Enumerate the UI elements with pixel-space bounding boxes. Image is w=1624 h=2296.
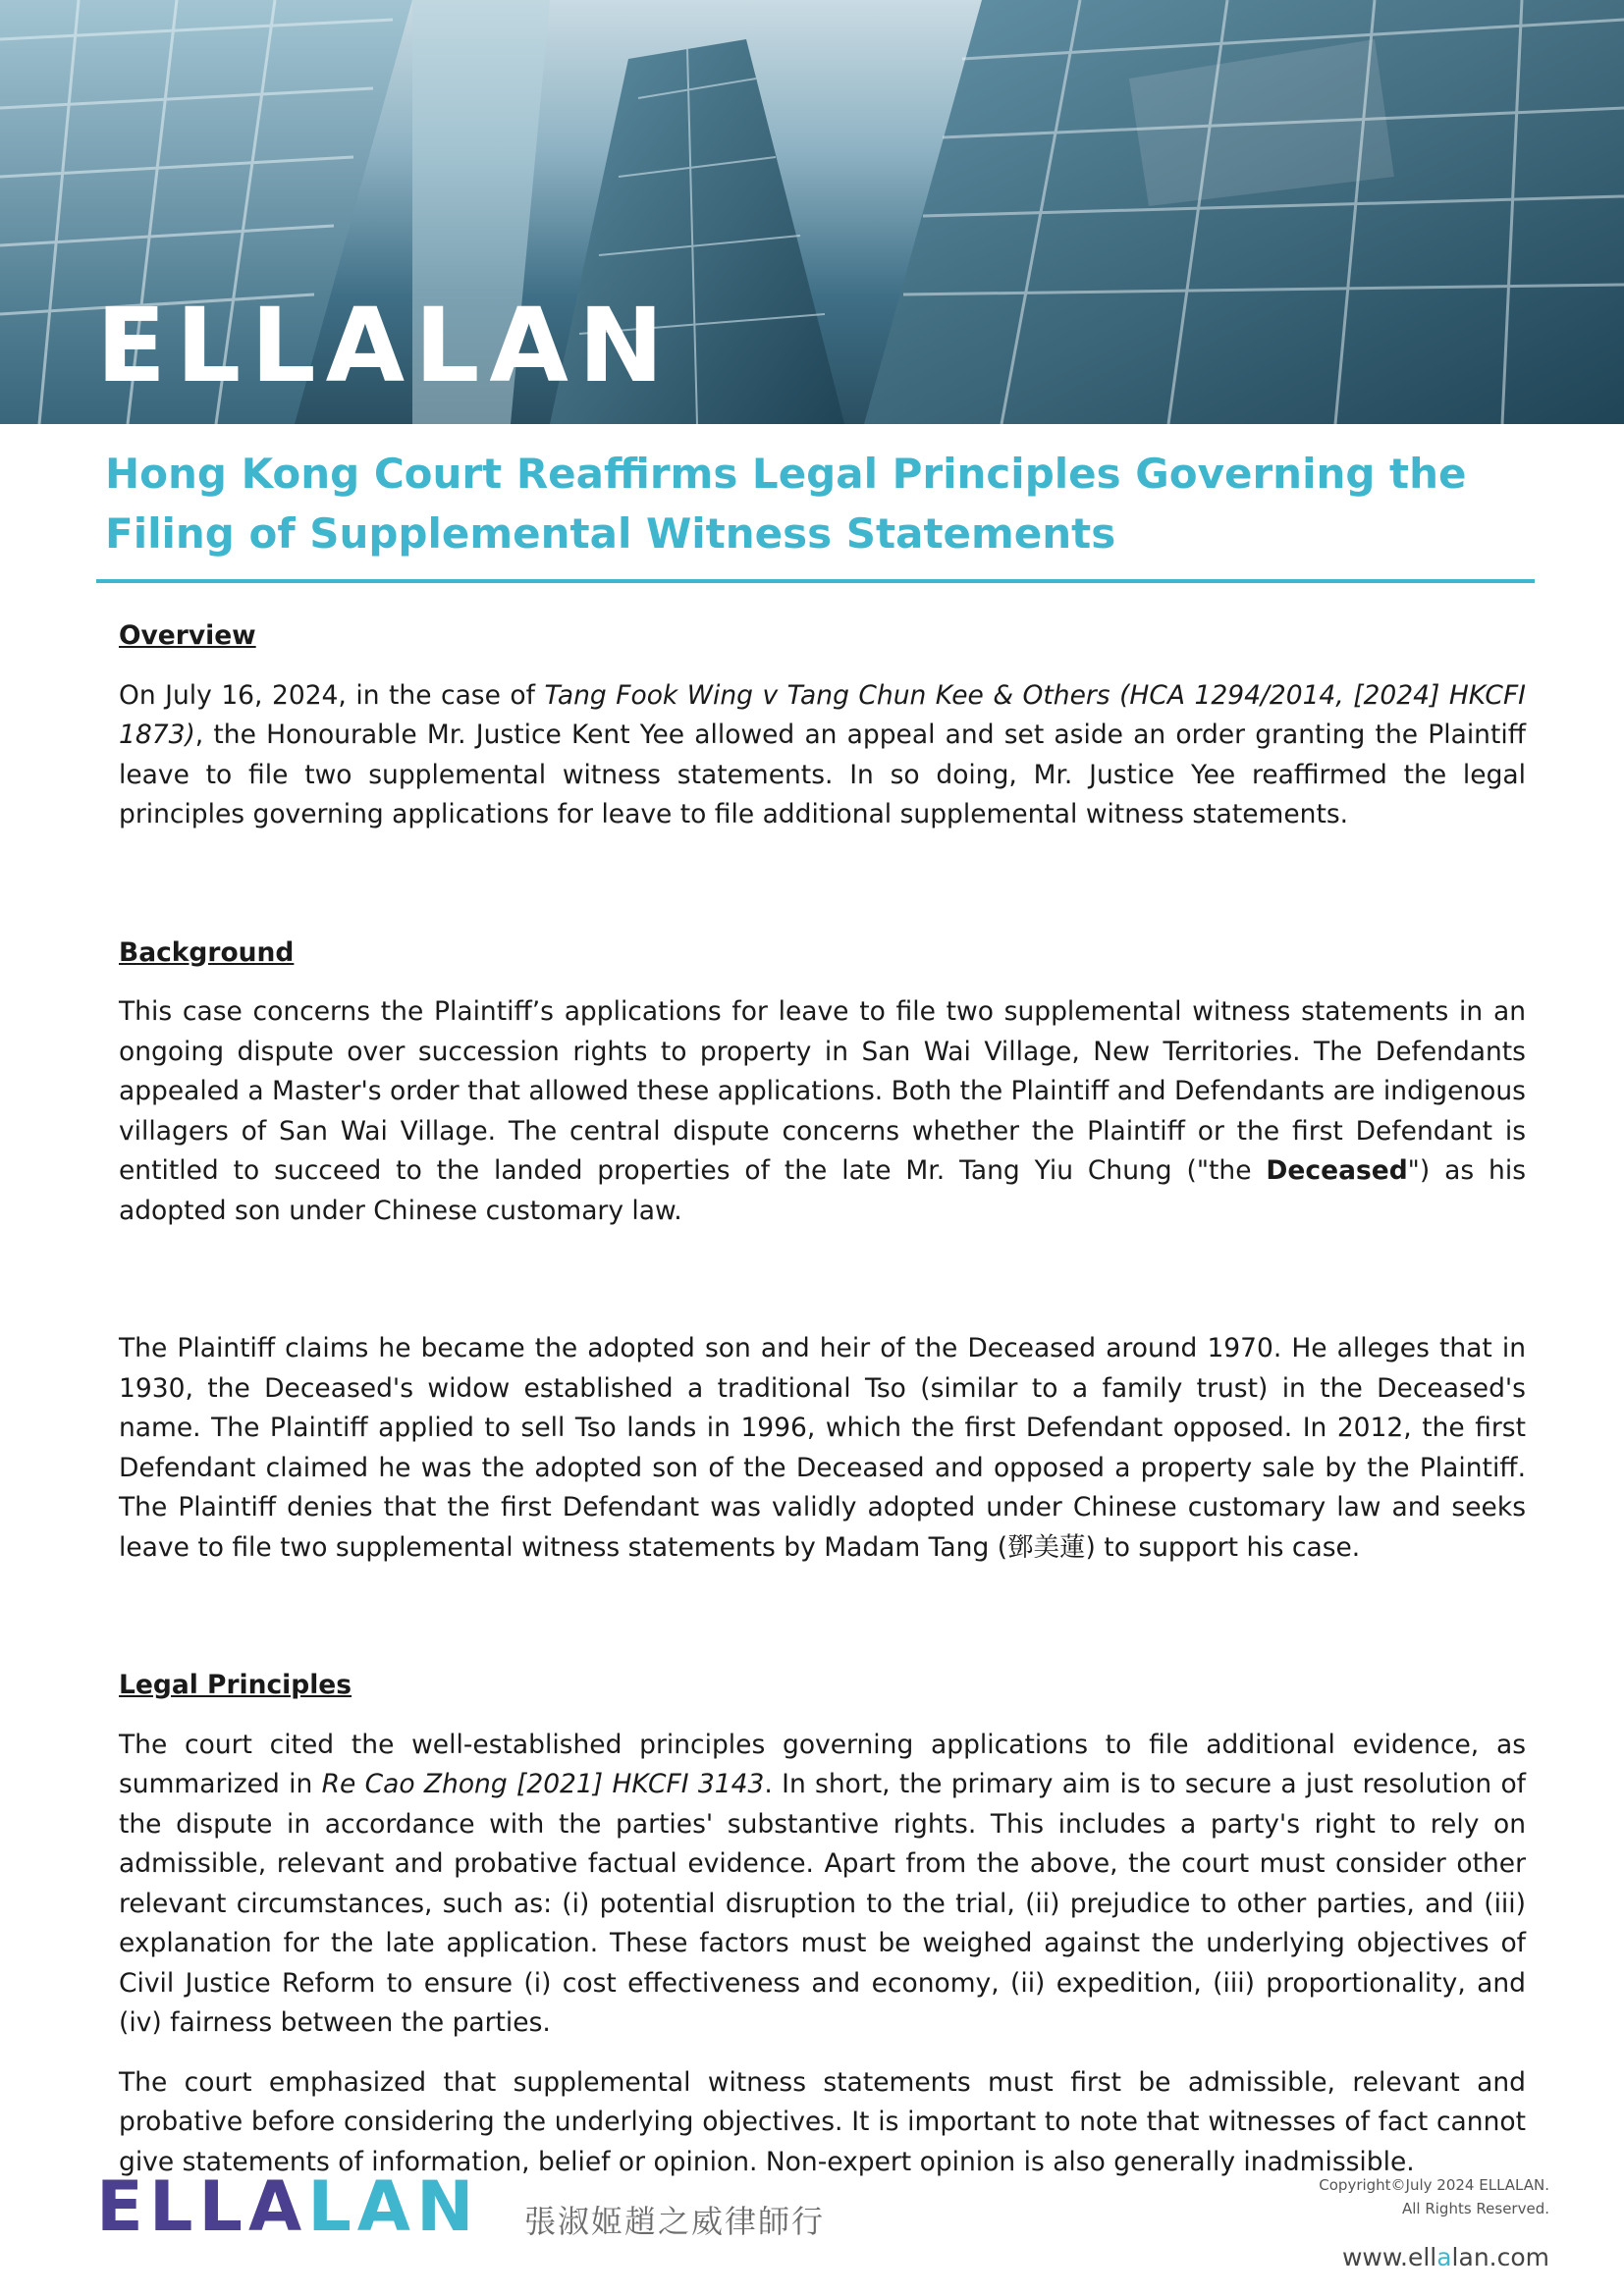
overview-text-a: On July 16, 2024, in the case of [119, 679, 545, 711]
background-text-a: This case concerns the Plaintiff’s applications for leave to file two supplemental witness statements in an ongoing dispute over succession rights to property in San Wai Village, New Territories. The Defendants appealed a Master's order that allowed these applications. Both the Plaintiff and Defendants are indigenous villagers of San Wai Village. The central dispute concerns whether the Plaintiff or the first Defendant is entitled to succeed to the landed properties of the late Mr. Tang Yiu Chung ("the [119, 996, 1526, 1186]
background-paragraph-2: The Plaintiff claims he became the adopted son and heir of the Deceased around 1970. He alleges that in 1930, the Deceased's widow established a traditional Tso (similar to a family trust) in the Deceased's name. The Plaintiff applied to sell Tso lands in 1996, which the first Defendant opposed. In 2012, the first Defendant claimed he was the adopted son of the Deceased and opposed a property sale by the Plaintiff. The Plaintiff denies that the first Defendant was validly adopted under Chinese customary law and seeks leave to file two supplemental witness statements by Madam Tang (鄧美蓮) to support his case. [119, 1333, 1526, 1563]
legal-principles-heading: Legal Principles [119, 1670, 352, 1700]
website-part-b: lan.com [1451, 2243, 1549, 2271]
background-heading: Background [119, 936, 295, 968]
footer-logo-part2: LAN [307, 2166, 480, 2247]
page-title: Hong Kong Court Reaffirms Legal Principles Governing the Filing of Supplemental Witness Statements [105, 450, 1467, 558]
copyright-notice [1319, 2173, 1549, 2220]
overview-case-citation: Tang Fook Wing v Tang Chun Kee & Others (HCA 1294/2014, [2024] HKCFI 1873) [119, 679, 1526, 750]
legal-paragraph-1 [119, 1726, 1526, 2044]
article-body [119, 616, 1526, 2182]
banner-logo: ELLALAN [96, 286, 674, 405]
background-paragraph-1 [119, 992, 1526, 1231]
legal-case-citation: Re Cao Zhong [2021] HKCFI 3143 [321, 1769, 765, 1799]
legal-text-a: The court cited the well-established principles governing applications to file additional evidence, as summarized in [119, 1729, 1526, 1799]
website-link[interactable] [1342, 2243, 1549, 2271]
footer-logo-part1: ELLA [96, 2166, 308, 2247]
copyright-line-2: All Rights Reserved. [1401, 2200, 1549, 2217]
overview-paragraph [119, 676, 1526, 835]
overview-text-b: , the Honourable Mr. Justice Kent Yee allowed an appeal and set aside an order granting the Plaintiff leave to file two supplemental witness statements. In so doing, Mr. Justice Yee reaffirmed the legal principles governing applications for leave to file additional supplemental witness statements. [119, 720, 1526, 829]
overview-heading: Overview [119, 620, 256, 651]
legal-text-b: . In short, the primary aim is to secure a just resolution of the dispute in accordance with the parties' substantive rights. This includes a party's right to rely on admissible, relevant and probative factual evidence. Apart from the above, the court must consider other relevant circumstances, such as: (i) potential disruption to the trial, (ii) prejudice to other parties, and (iii) explanation for the late application. These factors must be weighed against the underlying objectives of Civil Justice Reform to ensure (i) cost effectiveness and economy, (ii) expedition, (iii) proportionality, and (iv) fairness between the parties. [119, 1769, 1526, 2038]
title-divider [96, 579, 1535, 583]
copyright-line-1: Copyright©July 2024 ELLALAN. [1319, 2176, 1549, 2194]
footer-chinese-name: 張淑姬趙之威律師行 [524, 2203, 826, 2240]
website-part-a: www.ell [1341, 2243, 1437, 2271]
footer-logo [96, 2166, 480, 2247]
legal-paragraph-2: The court emphasized that supplemental witness statements must first be admissible, relevant and probative before considering the underlying objectives. It is important to note that witnesses of fact cannot give statements of information, belief or opinion. Non-expert opinion is also generally inadmissible. [119, 2066, 1526, 2177]
header-banner [0, 0, 1624, 424]
background-text-b: ") as his adopted son under Chinese customary law. [119, 1155, 1526, 1226]
background-bold-term: Deceased [1266, 1155, 1408, 1186]
website-highlight: a [1436, 2243, 1452, 2271]
